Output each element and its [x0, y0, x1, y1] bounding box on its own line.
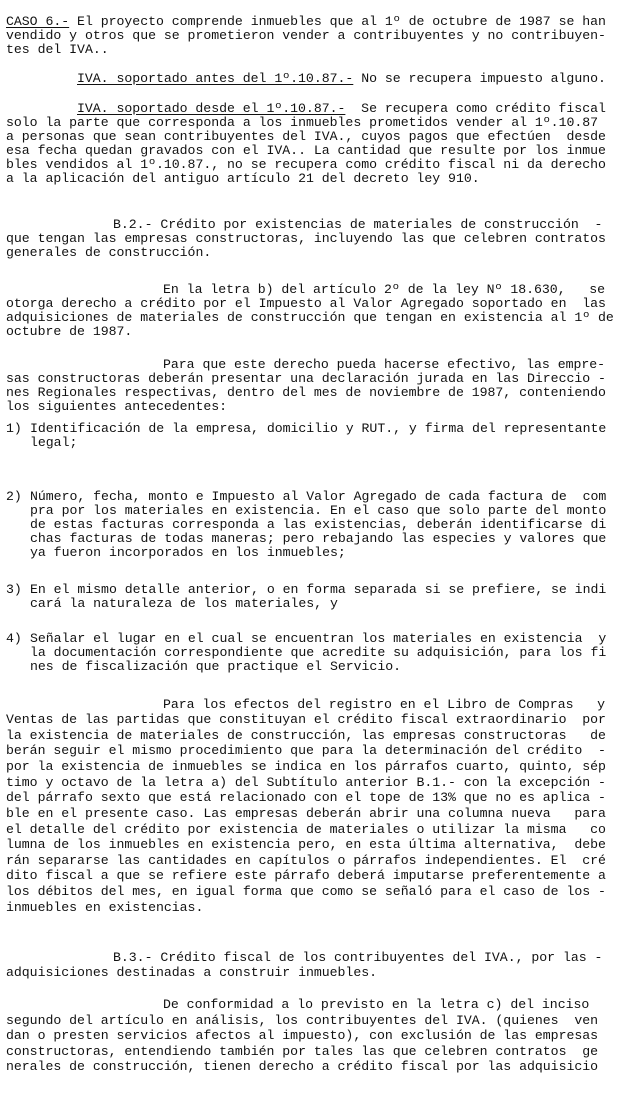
- letra-b-first-line: En la letra b) del artículo 2º de la ley Nº 18.630, se: [163, 282, 606, 297]
- iva-desde-heading: IVA. soportado desde el 1º.10.87.-: [77, 101, 346, 116]
- item-4-line: Señalar el lugar en el cual se encuentran los materiales en existencia y: [30, 631, 607, 646]
- conformidad-line: segundo del artículo en análisis, los contribuyentes del IVA. (quienes ven: [6, 1013, 599, 1028]
- registro-line: Ventas de las partidas que constituyan el crédito fiscal extraordinario por: [6, 712, 606, 727]
- b2-line: generales de construcción.: [6, 245, 212, 260]
- para-que-line: sas constructoras deberán presentar una declaración jurada en las Direccio -: [6, 371, 606, 386]
- item-2-line: pra por los materiales en existencia. En el caso que solo parte del monto: [30, 503, 607, 518]
- registro-line: el detalle del crédito por existencia de materiales o utilizar la misma co: [6, 822, 606, 837]
- registro-line: los débitos del mes, en igual forma que como se señaló para el caso de los -: [6, 884, 606, 899]
- iva-desde-text: Se recupera como crédito fiscal: [345, 101, 606, 116]
- letra-b-line: otorga derecho a crédito por el Impuesto al Valor Agregado soportado en las: [6, 296, 606, 311]
- caso-6-text: El proyecto comprende inmuebles que al 1º de octubre de 1987 se han: [69, 14, 606, 29]
- item-1-line: Identificación de la empresa, domicilio y RUT., y firma del representante: [30, 421, 607, 436]
- caso-6-line-2: vendido y otros que se prometieron vender a contribuyentes y no contribuyen-: [6, 28, 606, 43]
- item-4-number: 4): [6, 631, 22, 646]
- iva-antes-text: No se recupera impuesto alguno.: [353, 71, 606, 86]
- registro-line: berán seguir el mismo procedimiento que para la determinación del crédito -: [6, 743, 606, 758]
- item-1-number: 1): [6, 421, 22, 436]
- item-1-line: legal;: [30, 435, 78, 450]
- registro-line: dito fiscal a que se refiere este párrafo deberá imputarse preferentemente a: [6, 868, 606, 883]
- para-que-line: los siguientes antecedentes:: [6, 399, 228, 414]
- registro-line: lumna de los inmuebles en existencia pero, en esta última alternativa, debe: [6, 837, 606, 852]
- conformidad-first-line: De conformidad a lo previsto en la letra c) del inciso: [163, 997, 590, 1012]
- registro-line: rán separarse las cantidades en capítulos o párrafos independientes. El cré: [6, 853, 606, 868]
- b3-line: adquisiciones destinadas a construir inmuebles.: [6, 965, 378, 980]
- para-que-first-line: Para que este derecho pueda hacerse efectivo, las empre-: [163, 357, 606, 372]
- caso-6-label: CASO 6.-: [6, 14, 70, 29]
- caso-6-line-1: [6, 15, 606, 29]
- item-4-line: nes de fiscalización que practique el Servicio.: [30, 659, 402, 674]
- conformidad-line: dan o presten servicios afectos al impuesto), con exclusión de las empresas: [6, 1028, 599, 1043]
- iva-desde-line: a la aplicación del antiguo artículo 21 del decreto ley 910.: [6, 171, 480, 186]
- registro-first-line: Para los efectos del registro en el Libro de Compras y: [163, 697, 606, 712]
- item-4-line: la documentación correspondiente que acredite su adquisición, para los fi: [30, 645, 607, 660]
- iva-desde-line: bles vendidos al 1º.10.87., no se recupera como crédito fiscal ni da derecho: [6, 157, 606, 172]
- para-que-line: nes Regionales respectivas, dentro del mes de noviembre de 1987, conteniendo: [6, 385, 606, 400]
- b3-heading: B.3.- Crédito fiscal de los contribuyentes del IVA., por las -: [113, 950, 603, 965]
- b2-heading: B.2.- Crédito por existencias de materiales de construcción -: [113, 217, 603, 232]
- registro-line: del párrafo sexto que está relacionado con el tope de 13% que no es aplica -: [6, 790, 606, 805]
- conformidad-line: constructoras, entendiendo también por tales las que celebren contratos ge: [6, 1044, 599, 1059]
- item-2-line: ya fueron incorporados en los inmuebles;: [30, 545, 346, 560]
- iva-antes-paragraph: [77, 72, 606, 86]
- item-3-number: 3): [6, 582, 22, 597]
- item-3-line: cará la naturaleza de los materiales, y: [30, 596, 338, 611]
- letra-b-line: adquisiciones de materiales de construcción que tengan en existencia al 1º de: [6, 310, 614, 325]
- iva-desde-line: esa fecha quedan gravados con el IVA.. La cantidad que resulte por los inmue: [6, 143, 606, 158]
- registro-line: ble en el presente caso. Las empresas deberán abrir una columna nueva para: [6, 806, 606, 821]
- b2-line: que tengan las empresas constructoras, incluyendo las que celebren contratos: [6, 231, 606, 246]
- registro-line: inmuebles en existencias.: [6, 900, 204, 915]
- item-2-line: Número, fecha, monto e Impuesto al Valor Agregado de cada factura de com: [30, 489, 607, 504]
- registro-line: timo y octavo de la letra a) del Subtítulo anterior B.1.- con la excepción -: [6, 775, 606, 790]
- item-3-line: En el mismo detalle anterior, o en forma separada si se prefiere, se indi: [30, 582, 607, 597]
- iva-desde-line-1: [77, 102, 606, 116]
- iva-desde-line: a personas que sean contribuyentes del IVA., cuyos pagos que efectúen desde: [6, 129, 606, 144]
- iva-desde-line: solo la parte que corresponda a los inmuebles prometidos vender al 1º.10.87: [6, 115, 599, 130]
- registro-line: por la existencia de inmuebles se indica en los párrafos cuarto, quinto, sép: [6, 759, 606, 774]
- letra-b-line: octubre de 1987.: [6, 324, 133, 339]
- conformidad-line: nerales de construcción, tienen derecho a crédito fiscal por las adquisicio: [6, 1059, 599, 1074]
- item-2-line: chas facturas de todas maneras; pero rebajando las especies y valores que: [30, 531, 607, 546]
- registro-line: la existencia de materiales de construcción, las empresas constructoras de: [6, 728, 606, 743]
- item-2-number: 2): [6, 489, 22, 504]
- iva-antes-heading: IVA. soportado antes del 1º.10.87.-: [77, 71, 354, 86]
- caso-6-line-3: tes del IVA..: [6, 42, 109, 57]
- item-2-line: de estas facturas corresponda a las existencias, deberán identificarse di: [30, 517, 607, 532]
